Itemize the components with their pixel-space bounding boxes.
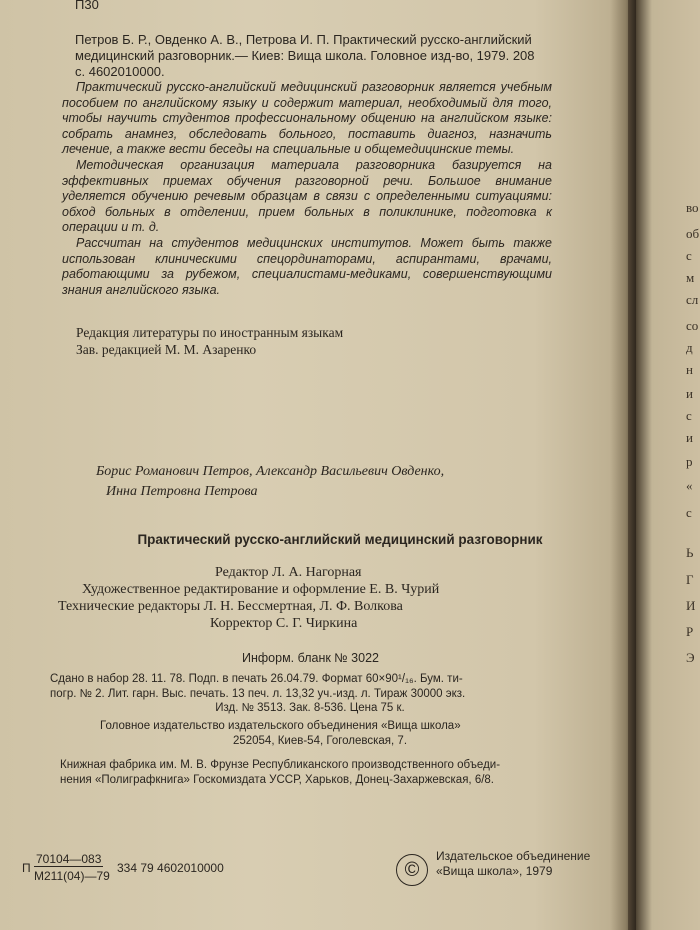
facing-page-fragment: об xyxy=(686,226,700,241)
authors-line-2: Инна Петровна Петрова xyxy=(106,484,258,499)
annotation-paragraph-3: Рассчитан на студентов медицинских институтов. Может быть также использован клиническими спецординаторами, аспирантами, врачами, работающими за рубежом, специалистами-медиками, совершенствующими знания английского языка. xyxy=(62,235,552,297)
book-title: Практический русско-английский медицинский разговорник xyxy=(137,532,543,547)
factory-line-1: Книжная фабрика им. М. В. Фрунзе Республиканского производственного объеди- xyxy=(60,759,501,771)
facing-page-fragment: с xyxy=(686,248,692,263)
facing-page-fragment: сл xyxy=(686,292,699,307)
fraction-numerator: 70104—083 xyxy=(36,852,102,866)
facing-page-fragment: Э xyxy=(686,650,695,665)
factory-line-2: нения «Полиграфкнига» Госкомиздата УССР, Харьков, Донец-Захаржевская, 6/8. xyxy=(60,773,494,786)
facing-page-fragment: с xyxy=(686,505,692,520)
editorial-office: Редакция литературы по иностранным языкам xyxy=(76,325,344,340)
annotation xyxy=(62,80,552,298)
annotation-paragraph-1: Практический русско-английский медицинский разговорник является учебным пособием по английскому языку и содержит материал, необходимый для того, чтобы научить студентов профессиональному общению на английском языке: собрать анамнез, обследовать больного, поставить диагноз, назначить лечение, а также вести беседы на специальные и общемедицинские темы. xyxy=(62,80,552,157)
fraction-prefix: П xyxy=(22,861,31,875)
book-spine-shadow xyxy=(610,0,636,930)
fraction-rest: 334 79 4602010000 xyxy=(117,861,224,875)
inform-blank: Информ. бланк № 3022 xyxy=(242,651,379,665)
imprint-line-1: Сдано в набор 28. 11. 78. Подп. в печать 26.04.79. Формат 60×90¹/₁₆. Бум. ти- xyxy=(50,673,463,685)
authors-line-1: Борис Романович Петров, Александр Васильевич Овденко, xyxy=(96,464,445,479)
facing-page-fragment: И xyxy=(686,598,696,613)
imprint-line-2: погр. № 2. Лит. гарн. Выс. печать. 13 печ. л. 13,32 уч.-изд. л. Тираж 30000 экз. xyxy=(50,687,466,700)
credit-art: Художественное редактирование и оформление Е. В. Чурий xyxy=(82,582,440,597)
facing-page-fragment: и xyxy=(686,386,693,401)
publisher-line-1: Головное издательство издательского объединения «Вища школа» xyxy=(100,720,461,732)
facing-page-fragment: Г xyxy=(686,572,694,587)
credit-corrector: Корректор С. Г. Чиркина xyxy=(210,616,358,631)
copyright-icon: © xyxy=(396,854,428,886)
bibliographic-entry: Петров Б. Р., Овденко А. В., Петрова И. П. Практический русско-английский медицинский разговорник.— Киев: Вища школа. Головное изд-во, 1979. 208 с. 4602010000. xyxy=(75,32,535,79)
credit-editor: Редактор Л. А. Нагорная xyxy=(215,565,362,580)
publisher xyxy=(100,719,540,748)
annotation-paragraph-2: Методическая организация материала разговорника базируется на эффективных приемах обучения разговорной речи. Большое внимание уделяется обучению речевым образцам в связи с определенными ситуациями: обход больных в отделении, прием больных в поликлинике, подготовка к операции и т. д. xyxy=(62,157,552,235)
publisher-line-2: 252054, Киев-54, Гоголевская, 7. xyxy=(232,734,408,747)
facing-page-edge xyxy=(636,0,700,930)
fraction-denominator: М211(04)—79 xyxy=(34,869,110,883)
facing-page-fragment: н xyxy=(686,362,693,377)
editorial-head: Зав. редакцией М. М. Азаренко xyxy=(76,342,257,357)
facing-page-fragment: и xyxy=(686,430,693,445)
facing-page-fragment: с xyxy=(686,408,692,423)
imprint xyxy=(50,672,570,716)
printing-factory xyxy=(60,758,580,787)
facing-page-fragment: р xyxy=(686,454,693,469)
classification-code: П30 xyxy=(75,0,99,12)
copyright-holder xyxy=(436,849,590,879)
facing-page-fragment: со xyxy=(686,318,699,333)
facing-page-fragment: во xyxy=(686,200,699,215)
facing-page-fragment: Ь xyxy=(686,545,694,560)
imprint-line-3: Изд. № 3513. Зак. 8-536. Цена 75 к. xyxy=(215,702,405,714)
facing-page-fragment: Р xyxy=(686,624,694,639)
credit-tech: Технические редакторы Л. Н. Бессмертная, Л. Ф. Волкова xyxy=(58,599,403,614)
facing-page-fragment: « xyxy=(686,478,693,493)
copyright-line-1: Издательское объединение xyxy=(436,849,591,863)
facing-page-fragment: м xyxy=(686,270,695,285)
facing-page-fragment: д xyxy=(686,340,693,355)
authors xyxy=(96,462,536,502)
copyright-line-2: «Вища школа», 1979 xyxy=(436,864,553,878)
